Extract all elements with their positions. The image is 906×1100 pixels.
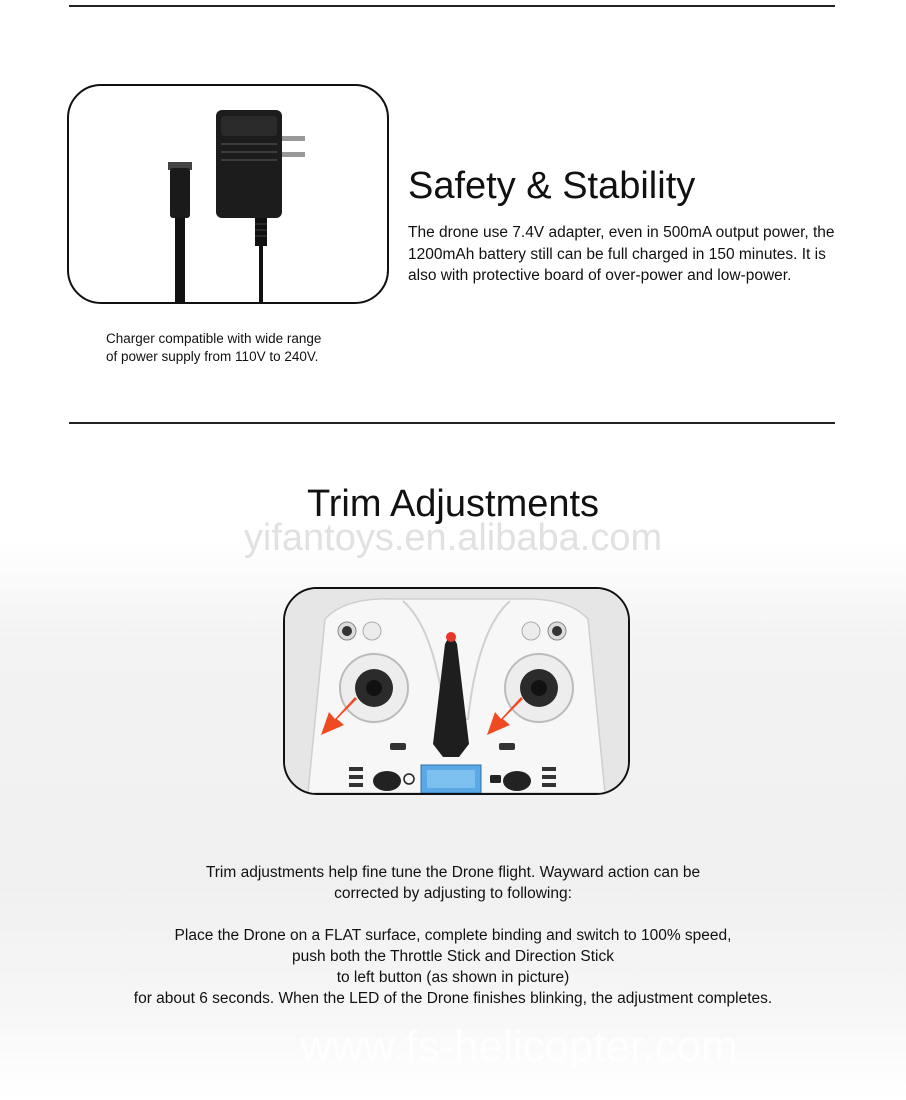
usb-plug-icon — [170, 168, 190, 218]
power-indicator-led — [446, 632, 456, 642]
trim-intro — [0, 862, 906, 904]
trim-title: Trim Adjustments — [306, 483, 600, 525]
left-small-button-2 — [363, 622, 381, 640]
watermark-secondary: www.fs-helicopter.com — [300, 1022, 738, 1071]
prong-bottom — [282, 152, 305, 157]
usb-cable — [175, 218, 185, 302]
camera-icon — [490, 775, 501, 783]
instruction-line: Place the Drone on a FLAT surface, complete binding and switch to 100% speed, — [174, 927, 732, 944]
remote-illustration — [285, 589, 628, 793]
charger-caption — [106, 330, 386, 366]
adapter-cable — [259, 246, 263, 302]
left-small-button — [342, 626, 352, 636]
caption-line: Charger compatible with wide range — [106, 331, 322, 346]
instruction-line: to left button (as shown in picture) — [336, 969, 570, 986]
safety-description: The drone use 7.4V adapter, even in 500mA output power, the 1200mAh battery still can be full charged in 150 minutes. It is also with protective board of over-power and low-power. — [408, 224, 835, 284]
right-small-button-2 — [522, 622, 540, 640]
safety-title: Safety & Stability — [408, 165, 696, 207]
intro-line: Trim adjustments help fine tune the Drone flight. Wayward action can be — [205, 864, 701, 881]
trim-instructions — [0, 925, 906, 1009]
right-small-button — [552, 626, 562, 636]
right-grip-bars — [542, 767, 556, 787]
prong-top — [282, 136, 305, 141]
lcd-display — [427, 770, 475, 788]
light-button — [373, 771, 401, 791]
strain-relief — [255, 218, 267, 246]
left-trim-switch — [390, 743, 406, 750]
right-trim-switch — [499, 743, 515, 750]
left-grip-bars — [349, 767, 363, 787]
charger-illustration — [69, 86, 387, 302]
intro-line: corrected by adjusting to following: — [334, 885, 572, 902]
charger-image — [67, 84, 389, 304]
watermark-primary: yifantoys.en.alibaba.com — [243, 517, 663, 559]
direction-stick-cap — [531, 680, 547, 696]
camera-button — [503, 771, 531, 791]
instruction-line: for about 6 seconds. When the LED of the Drone finishes blinking, the adjustment completes. — [133, 990, 773, 1007]
instruction-line: push both the Throttle Stick and Direction Stick — [292, 948, 614, 965]
caption-line: of power supply from 110V to 240V. — [106, 349, 319, 364]
top-divider — [69, 5, 835, 7]
throttle-stick-cap — [366, 680, 382, 696]
remote-image — [283, 587, 630, 795]
adapter-ridge — [221, 116, 277, 136]
section-divider — [69, 422, 835, 424]
